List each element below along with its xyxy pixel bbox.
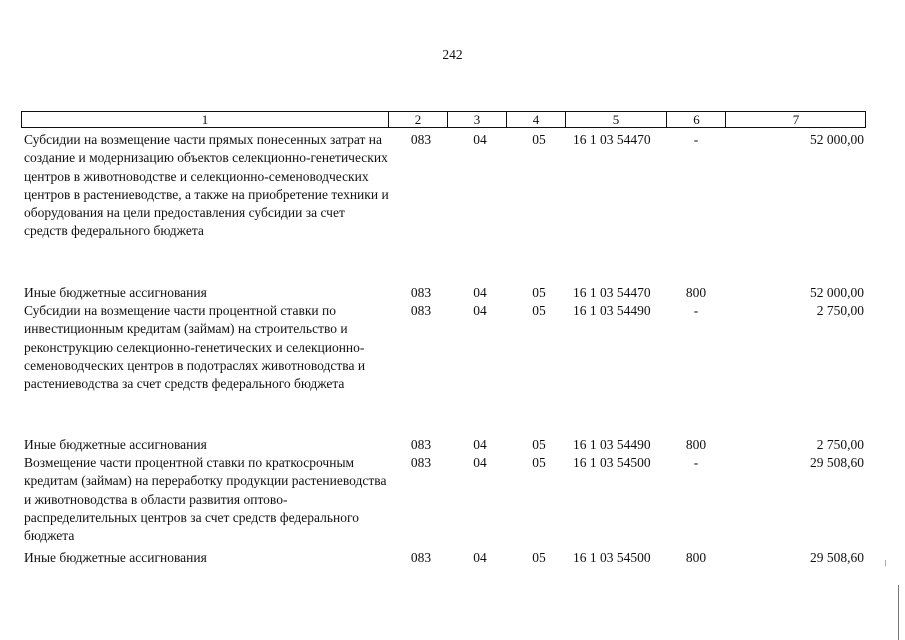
row-expense-type: 800: [685, 550, 707, 565]
header-col-1: 1: [201, 112, 209, 127]
row-grbs: 083: [410, 437, 432, 452]
row-amount: 2 750,00: [816, 303, 864, 318]
column-number-header: [21, 111, 866, 128]
scan-margin-mark: [885, 560, 886, 566]
row-name: Субсидии на возмещение части процентной ставки по инвестиционным кредитам (займам) на строительство и реконструкцию селекционно-генетических и селекционно-семеноводческих центров в подотраслях животноводства и растениеводства за счет средств федерального бюджета: [24, 303, 366, 392]
header-col-3: 3: [447, 112, 506, 127]
row-section: 04: [473, 455, 487, 470]
row-section: 04: [473, 132, 487, 147]
row-target-article: 16 1 03 54490: [573, 303, 651, 318]
scan-margin-line: [898, 585, 899, 640]
row-grbs: 083: [410, 303, 432, 318]
row-amount: 52 000,00: [810, 285, 864, 300]
row-expense-type: -: [693, 303, 699, 318]
row-subsection: 05: [532, 550, 546, 565]
row-subsection: 05: [532, 437, 546, 452]
row-amount: 29 508,60: [810, 455, 864, 470]
row-grbs: 083: [410, 285, 432, 300]
row-grbs: 083: [410, 455, 432, 470]
row-section: 04: [473, 303, 487, 318]
row-amount: 29 508,60: [810, 550, 864, 565]
row-subsection: 05: [532, 455, 546, 470]
row-target-article: 16 1 03 54500: [573, 455, 651, 470]
row-amount: 2 750,00: [816, 437, 864, 452]
header-col-7: 7: [725, 112, 866, 127]
row-section: 04: [473, 550, 487, 565]
header-col-5: 5: [565, 112, 666, 127]
row-target-article: 16 1 03 54470: [573, 132, 651, 147]
row-grbs: 083: [410, 550, 432, 565]
row-name: Иные бюджетные ассигнования: [24, 550, 207, 565]
row-subsection: 05: [532, 303, 546, 318]
row-amount: 52 000,00: [810, 132, 864, 147]
row-subsection: 05: [532, 285, 546, 300]
header-col-6: 6: [666, 112, 726, 127]
row-subsection: 05: [532, 132, 546, 147]
header-col-4: 4: [506, 112, 565, 127]
row-target-article: 16 1 03 54490: [573, 437, 651, 452]
row-target-article: 16 1 03 54470: [573, 285, 651, 300]
row-expense-type: -: [693, 132, 699, 147]
row-section: 04: [473, 437, 487, 452]
row-grbs: 083: [410, 132, 432, 147]
row-target-article: 16 1 03 54500: [573, 550, 651, 565]
row-expense-type: 800: [685, 437, 707, 452]
row-section: 04: [473, 285, 487, 300]
page-number: 242: [442, 47, 463, 62]
row-name: Иные бюджетные ассигнования: [24, 437, 207, 452]
row-expense-type: 800: [685, 285, 707, 300]
row-name: Возмещение части процентной ставки по краткосрочным кредитам (займам) на переработку продукции растениеводства и животноводства в области развития оптово-распределительных центров за счет средств федерального бюджета: [24, 455, 387, 544]
row-expense-type: -: [693, 455, 699, 470]
row-name: Субсидии на возмещение части прямых понесенных затрат на создание и модернизацию объектов селекционно-генетических центров в животноводстве и селекционно-семеноводческих центров в растениеводстве, а также на приобретение техники и оборудования на цели предоставления субсидии за счет средств федерального бюджета: [24, 132, 389, 239]
header-col-2: 2: [388, 112, 447, 127]
row-name: Иные бюджетные ассигнования: [24, 285, 207, 300]
